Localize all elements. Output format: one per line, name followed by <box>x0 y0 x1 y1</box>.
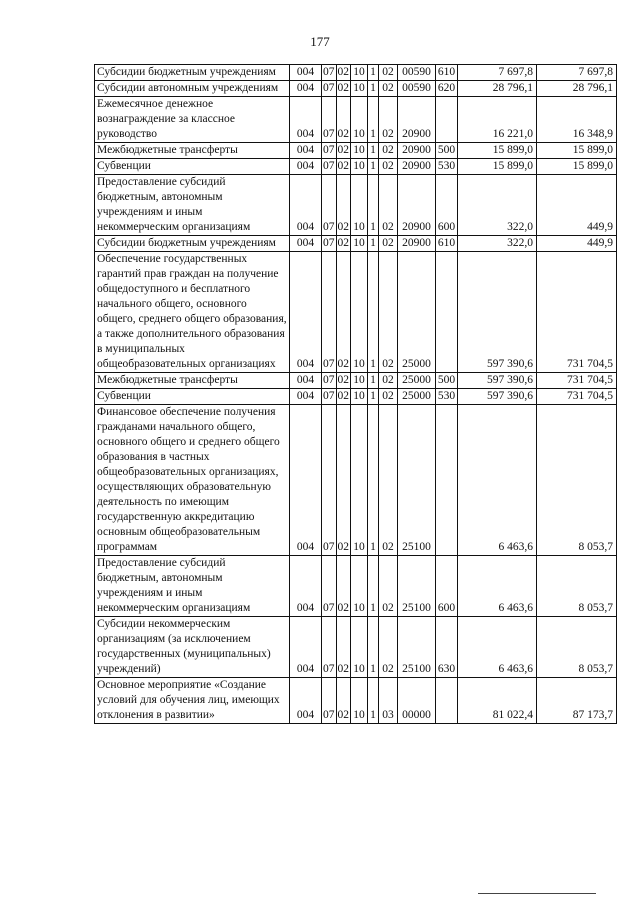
amount-year-1: 81 022,4 <box>458 678 537 724</box>
direction-code: 25100 <box>398 556 436 617</box>
program-code: 10 <box>351 617 368 678</box>
row-name: Межбюджетные трансферты <box>95 373 290 389</box>
subsection-code: 02 <box>336 556 351 617</box>
subsection-code: 02 <box>336 373 351 389</box>
subprogram-code: 1 <box>368 373 379 389</box>
expense-type-code: 500 <box>436 143 458 159</box>
section-code: 07 <box>322 389 337 405</box>
direction-code: 25000 <box>398 373 436 389</box>
program-code: 10 <box>351 236 368 252</box>
table-row <box>95 65 617 81</box>
expense-type-code: 530 <box>436 389 458 405</box>
table-row <box>95 617 617 678</box>
amount-year-1: 15 899,0 <box>458 159 537 175</box>
subprogram-code: 1 <box>368 97 379 143</box>
subsection-code: 02 <box>336 617 351 678</box>
program-code: 10 <box>351 373 368 389</box>
program-code: 10 <box>351 143 368 159</box>
expense-type-code: 600 <box>436 556 458 617</box>
row-name: Субсидии автономным учреждениям <box>95 81 290 97</box>
ministry-code: 004 <box>290 405 322 556</box>
expense-type-code: 620 <box>436 81 458 97</box>
section-code: 07 <box>322 678 337 724</box>
amount-year-1: 15 899,0 <box>458 143 537 159</box>
budget-table <box>94 64 617 724</box>
ministry-code: 004 <box>290 236 322 252</box>
subprogram-code: 1 <box>368 252 379 373</box>
row-name: Субсидии бюджетным учреждениям <box>95 236 290 252</box>
section-code: 07 <box>322 556 337 617</box>
footer-rule <box>478 893 596 894</box>
program-code: 10 <box>351 175 368 236</box>
ministry-code: 004 <box>290 389 322 405</box>
subsection-code: 02 <box>336 65 351 81</box>
main-event-code: 02 <box>379 175 398 236</box>
amount-year-2: 731 704,5 <box>537 373 617 389</box>
section-code: 07 <box>322 405 337 556</box>
main-event-code: 02 <box>379 556 398 617</box>
amount-year-2: 7 697,8 <box>537 65 617 81</box>
expense-type-code <box>436 252 458 373</box>
amount-year-2: 449,9 <box>537 175 617 236</box>
table-row <box>95 389 617 405</box>
section-code: 07 <box>322 143 337 159</box>
expense-type-code: 600 <box>436 175 458 236</box>
row-name: Субсидии некоммерческим организациям (за исключением государственных (муниципальных) учреждений) <box>95 617 290 678</box>
amount-year-1: 322,0 <box>458 236 537 252</box>
table-row <box>95 373 617 389</box>
section-code: 07 <box>322 159 337 175</box>
program-code: 10 <box>351 556 368 617</box>
direction-code: 20900 <box>398 175 436 236</box>
row-name: Межбюджетные трансферты <box>95 143 290 159</box>
subsection-code: 02 <box>336 159 351 175</box>
main-event-code: 02 <box>379 617 398 678</box>
direction-code: 00590 <box>398 65 436 81</box>
main-event-code: 02 <box>379 81 398 97</box>
main-event-code: 02 <box>379 65 398 81</box>
direction-code: 25100 <box>398 405 436 556</box>
amount-year-1: 28 796,1 <box>458 81 537 97</box>
program-code: 10 <box>351 389 368 405</box>
section-code: 07 <box>322 373 337 389</box>
amount-year-1: 597 390,6 <box>458 373 537 389</box>
subprogram-code: 1 <box>368 678 379 724</box>
ministry-code: 004 <box>290 143 322 159</box>
subprogram-code: 1 <box>368 65 379 81</box>
ministry-code: 004 <box>290 81 322 97</box>
subprogram-code: 1 <box>368 389 379 405</box>
direction-code: 00590 <box>398 81 436 97</box>
expense-type-code <box>436 97 458 143</box>
direction-code: 20900 <box>398 97 436 143</box>
section-code: 07 <box>322 252 337 373</box>
subsection-code: 02 <box>336 143 351 159</box>
amount-year-1: 597 390,6 <box>458 389 537 405</box>
subprogram-code: 1 <box>368 159 379 175</box>
subsection-code: 02 <box>336 175 351 236</box>
subsection-code: 02 <box>336 405 351 556</box>
direction-code: 20900 <box>398 236 436 252</box>
direction-code: 20900 <box>398 159 436 175</box>
amount-year-1: 6 463,6 <box>458 405 537 556</box>
section-code: 07 <box>322 175 337 236</box>
expense-type-code: 530 <box>436 159 458 175</box>
ministry-code: 004 <box>290 373 322 389</box>
table-row <box>95 252 617 373</box>
row-name: Обеспечение государственных гарантий прав граждан на получение общедоступного и бесплатного начального общего, основного общего, среднего общего образования, а также дополнительного образования в муниципальных общеобразовательных организациях <box>95 252 290 373</box>
subsection-code: 02 <box>336 81 351 97</box>
subprogram-code: 1 <box>368 81 379 97</box>
subsection-code: 02 <box>336 678 351 724</box>
ministry-code: 004 <box>290 159 322 175</box>
table-row <box>95 97 617 143</box>
amount-year-2: 449,9 <box>537 236 617 252</box>
expense-type-code: 630 <box>436 617 458 678</box>
table-row <box>95 236 617 252</box>
expense-type-code: 610 <box>436 65 458 81</box>
program-code: 10 <box>351 159 368 175</box>
table-body <box>95 65 617 724</box>
direction-code: 00000 <box>398 678 436 724</box>
amount-year-1: 322,0 <box>458 175 537 236</box>
amount-year-2: 8 053,7 <box>537 617 617 678</box>
amount-year-1: 6 463,6 <box>458 617 537 678</box>
main-event-code: 02 <box>379 236 398 252</box>
amount-year-2: 8 053,7 <box>537 556 617 617</box>
row-name: Финансовое обеспечение получения гражданами начального общего, основного общего и среднего общего образования в частных общеобразовательных организациях, осуществляющих образовательную деятельность по имеющим государственную аккредитацию основным общеобразовательным программам <box>95 405 290 556</box>
amount-year-2: 87 173,7 <box>537 678 617 724</box>
subsection-code: 02 <box>336 389 351 405</box>
amount-year-2: 8 053,7 <box>537 405 617 556</box>
expense-type-code <box>436 405 458 556</box>
expense-type-code <box>436 678 458 724</box>
program-code: 10 <box>351 678 368 724</box>
amount-year-2: 16 348,9 <box>537 97 617 143</box>
direction-code: 25100 <box>398 617 436 678</box>
ministry-code: 004 <box>290 175 322 236</box>
subsection-code: 02 <box>336 97 351 143</box>
table-row <box>95 143 617 159</box>
row-name: Основное мероприятие «Создание условий для обучения лиц, имеющих отклонения в развитии» <box>95 678 290 724</box>
main-event-code: 02 <box>379 389 398 405</box>
main-event-code: 02 <box>379 405 398 556</box>
row-name: Предоставление субсидий бюджетным, автономным учреждениям и иным некоммерческим организациям <box>95 556 290 617</box>
amount-year-2: 15 899,0 <box>537 159 617 175</box>
page-number: 177 <box>310 34 330 49</box>
row-name: Субвенции <box>95 389 290 405</box>
subsection-code: 02 <box>336 236 351 252</box>
expense-type-code: 500 <box>436 373 458 389</box>
table-row <box>95 175 617 236</box>
section-code: 07 <box>322 236 337 252</box>
amount-year-2: 731 704,5 <box>537 389 617 405</box>
row-name: Ежемесячное денежное вознаграждение за классное руководство <box>95 97 290 143</box>
main-event-code: 02 <box>379 159 398 175</box>
section-code: 07 <box>322 97 337 143</box>
expense-type-code: 610 <box>436 236 458 252</box>
row-name: Предоставление субсидий бюджетным, автономным учреждениям и иным некоммерческим организациям <box>95 175 290 236</box>
program-code: 10 <box>351 81 368 97</box>
ministry-code: 004 <box>290 252 322 373</box>
amount-year-2: 15 899,0 <box>537 143 617 159</box>
direction-code: 20900 <box>398 143 436 159</box>
amount-year-2: 28 796,1 <box>537 81 617 97</box>
table-row <box>95 405 617 556</box>
direction-code: 25000 <box>398 252 436 373</box>
row-name: Субсидии бюджетным учреждениям <box>95 65 290 81</box>
main-event-code: 02 <box>379 252 398 373</box>
program-code: 10 <box>351 252 368 373</box>
amount-year-1: 597 390,6 <box>458 252 537 373</box>
program-code: 10 <box>351 97 368 143</box>
main-event-code: 02 <box>379 143 398 159</box>
table-row <box>95 556 617 617</box>
ministry-code: 004 <box>290 678 322 724</box>
program-code: 10 <box>351 405 368 556</box>
subprogram-code: 1 <box>368 405 379 556</box>
table-row <box>95 678 617 724</box>
program-code: 10 <box>351 65 368 81</box>
direction-code: 25000 <box>398 389 436 405</box>
subsection-code: 02 <box>336 252 351 373</box>
section-code: 07 <box>322 81 337 97</box>
table-row <box>95 159 617 175</box>
ministry-code: 004 <box>290 65 322 81</box>
main-event-code: 02 <box>379 97 398 143</box>
section-code: 07 <box>322 617 337 678</box>
subprogram-code: 1 <box>368 175 379 236</box>
subprogram-code: 1 <box>368 617 379 678</box>
subprogram-code: 1 <box>368 236 379 252</box>
amount-year-2: 731 704,5 <box>537 252 617 373</box>
amount-year-1: 7 697,8 <box>458 65 537 81</box>
main-event-code: 02 <box>379 373 398 389</box>
ministry-code: 004 <box>290 556 322 617</box>
section-code: 07 <box>322 65 337 81</box>
subprogram-code: 1 <box>368 143 379 159</box>
subprogram-code: 1 <box>368 556 379 617</box>
row-name: Субвенции <box>95 159 290 175</box>
ministry-code: 004 <box>290 97 322 143</box>
table-row <box>95 81 617 97</box>
ministry-code: 004 <box>290 617 322 678</box>
amount-year-1: 6 463,6 <box>458 556 537 617</box>
amount-year-1: 16 221,0 <box>458 97 537 143</box>
main-event-code: 03 <box>379 678 398 724</box>
